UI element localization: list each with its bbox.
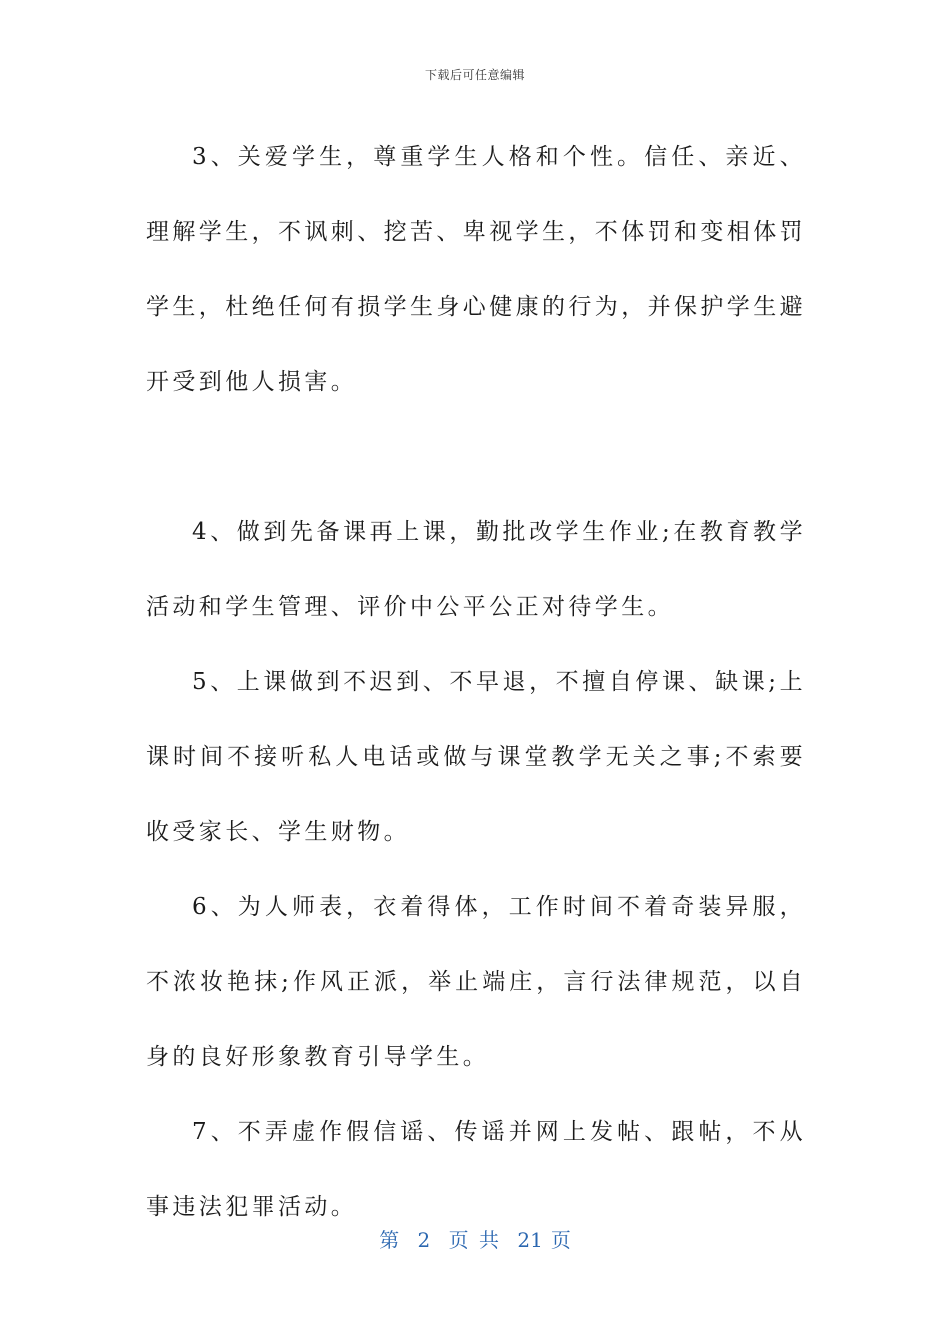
paragraph-item-7: 7、不弄虚作假信谣、传谣并网上发帖、跟帖，不从事违法犯罪活动。 [146,1119,806,1220]
document-body [146,120,806,1245]
footer-prefix: 第 [379,1228,400,1252]
paragraph-item-3: 3、关爱学生，尊重学生人格和个性。信任、亲近、理解学生，不讽刺、挖苦、卑视学生，不体罚和变相体罚学生，杜绝任何有损学生身心健康的行为，并保护学生避开受到他人损害。 [146,144,806,395]
total-pages-number: 21 [517,1228,543,1252]
paragraph-item-4: 4、做到先备课再上课，勤批改学生作业;在教育教学活动和学生管理、评价中公平公正对待学生。 [146,519,806,620]
footer-middle: 页 共 [448,1228,499,1252]
header-note: 下载后可任意编辑 [424,68,525,82]
current-page-number: 2 [417,1228,431,1252]
footer-suffix: 页 [550,1228,571,1252]
paragraph-item-6: 6、为人师表，衣着得体，工作时间不着奇装异服，不浓妆艳抹;作风正派，举止端庄，言行法律规范，以自身的良好形象教育引导学生。 [146,894,806,1070]
page-footer [0,1224,950,1253]
paragraph-item-5: 5、上课做到不迟到、不早退，不擅自停课、缺课;上课时间不接听私人电话或做与课堂教学无关之事;不索要收受家长、学生财物。 [146,669,806,845]
